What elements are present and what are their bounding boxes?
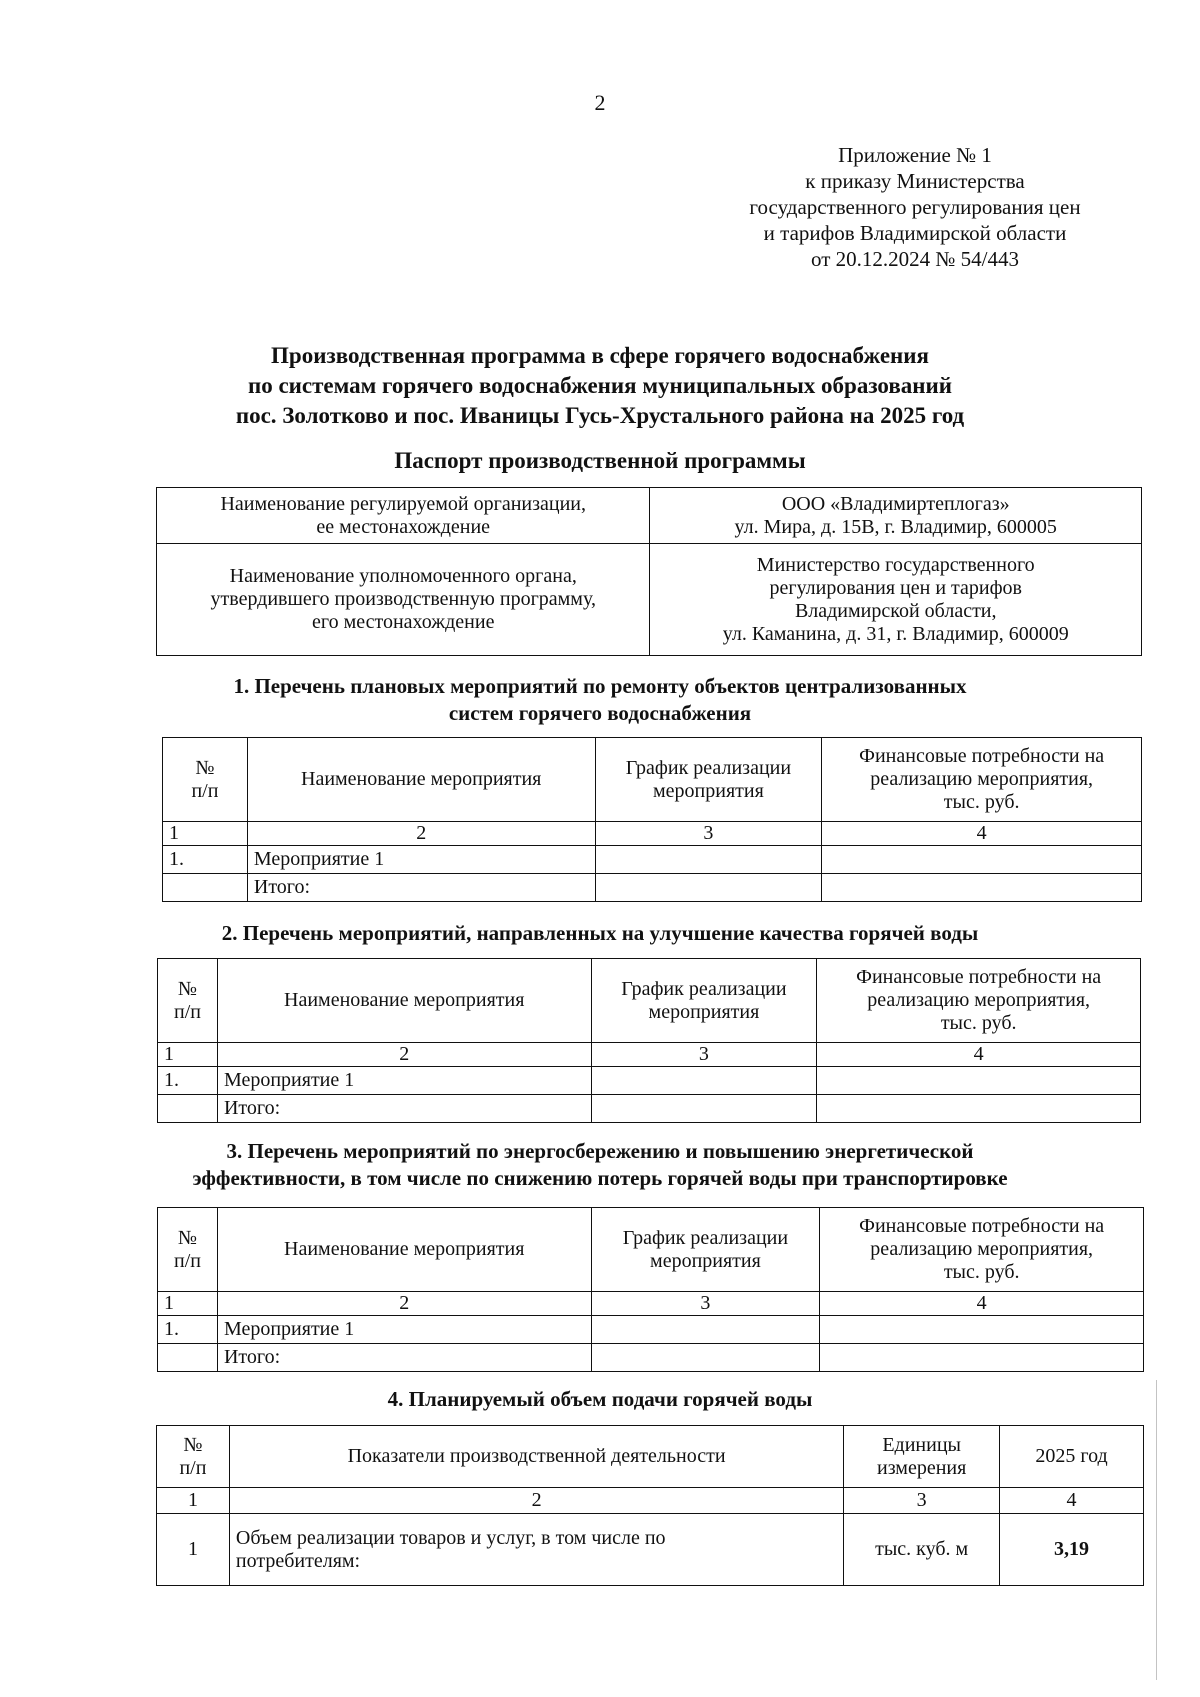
row-schedule xyxy=(591,1067,817,1095)
cell-text: № xyxy=(177,977,198,1000)
col-header-no xyxy=(163,738,248,822)
row-schedule xyxy=(591,1095,817,1123)
col-header-name: Наименование мероприятия xyxy=(247,738,595,822)
section-3-table xyxy=(157,1207,1144,1372)
index-cell: 4 xyxy=(817,1043,1141,1067)
section-4-table xyxy=(156,1425,1144,1586)
cell-text: мероприятия xyxy=(648,1000,760,1023)
row-finance xyxy=(820,1344,1144,1372)
cell-text: тыс. руб. xyxy=(943,791,1020,813)
col-header-schedule xyxy=(591,959,817,1043)
row-name: Мероприятие 1 xyxy=(217,1316,591,1344)
cell-text: № xyxy=(183,1433,203,1456)
cell-text: реализацию мероприятия, xyxy=(870,1238,1094,1260)
cell-text: мероприятия xyxy=(650,1249,761,1272)
row-unit: тыс. куб. м xyxy=(844,1514,1000,1586)
cell-text: № xyxy=(195,756,215,779)
cell-text: Министерство государственного xyxy=(756,553,1035,576)
table-total-row xyxy=(158,1095,1141,1123)
index-cell: 2 xyxy=(247,822,595,846)
index-cell: 2 xyxy=(217,1043,591,1067)
cell-text: потребителям: xyxy=(235,1549,361,1572)
title-line: по системам горячего водоснабжения муниципальных образований xyxy=(247,373,953,398)
table-total-row xyxy=(158,1344,1144,1372)
index-cell: 1 xyxy=(163,822,248,846)
col-header-schedule xyxy=(591,1208,820,1292)
passport-value xyxy=(650,544,1142,656)
row-name: Мероприятие 1 xyxy=(247,846,595,874)
row-number: 1 xyxy=(157,1514,230,1586)
row-name xyxy=(229,1514,843,1586)
table-header-row xyxy=(163,738,1142,822)
index-cell: 1 xyxy=(158,1292,218,1316)
cell-text: Единицы xyxy=(882,1433,961,1456)
section-2-heading xyxy=(0,920,1200,947)
table-total-row xyxy=(163,874,1142,902)
table-index-row xyxy=(163,822,1142,846)
appendix-line: Приложение № 1 xyxy=(838,143,992,167)
index-cell: 1 xyxy=(158,1043,218,1067)
row-finance xyxy=(817,1095,1141,1123)
cell-text: тыс. руб. xyxy=(943,1261,1020,1283)
row-name: Мероприятие 1 xyxy=(217,1067,591,1095)
cell-text: его местонахождение xyxy=(312,611,495,633)
table-row xyxy=(157,544,1142,656)
row-number xyxy=(158,1095,218,1123)
cell-text: тыс. руб. xyxy=(940,1012,1017,1034)
cell-text: ул. Мира, д. 15В, г. Владимир, 600005 xyxy=(734,515,1057,538)
col-header-unit xyxy=(844,1426,1000,1488)
index-cell: 1 xyxy=(157,1488,230,1514)
cell-text: утвердившего производственную программу, xyxy=(210,588,596,610)
table-index-row xyxy=(157,1488,1144,1514)
table-header-row xyxy=(158,959,1141,1043)
index-cell: 3 xyxy=(844,1488,1000,1514)
section-1-heading xyxy=(0,673,1200,727)
table-row xyxy=(157,488,1142,544)
col-header-indicator: Показатели производственной деятельности xyxy=(229,1426,843,1488)
cell-text: Объем реализации товаров и услуг, в том числе по xyxy=(235,1526,666,1549)
heading-line: 3. Перечень мероприятий по энергосбережению и повышению энергетической xyxy=(226,1139,974,1163)
row-schedule xyxy=(591,1316,820,1344)
index-cell: 3 xyxy=(591,1292,820,1316)
page-number: 2 xyxy=(594,90,606,115)
row-number: 1. xyxy=(163,846,248,874)
index-cell: 3 xyxy=(591,1043,817,1067)
row-number: 1. xyxy=(158,1067,218,1095)
appendix-line: от 20.12.2024 № 54/443 xyxy=(810,247,1020,271)
cell-text: Владимирской области, xyxy=(794,599,997,622)
row-number xyxy=(158,1344,218,1372)
index-cell: 4 xyxy=(822,822,1142,846)
col-header-no xyxy=(158,1208,218,1292)
appendix-line: и тарифов Владимирской области xyxy=(763,221,1067,245)
total-label: Итого: xyxy=(247,874,595,902)
col-header-name: Наименование мероприятия xyxy=(217,1208,591,1292)
col-header-no xyxy=(157,1426,230,1488)
row-finance xyxy=(822,846,1142,874)
table-row xyxy=(158,1067,1141,1095)
cell-text: График реализации xyxy=(625,756,792,779)
col-header-finance xyxy=(817,959,1141,1043)
table-index-row xyxy=(158,1043,1141,1067)
passport-table xyxy=(156,487,1142,656)
heading-line: эффективности, в том числе по снижению потерь горячей воды при транспортировке xyxy=(192,1166,1008,1190)
appendix-block xyxy=(700,142,1130,272)
cell-text: График реализации xyxy=(622,1226,789,1249)
cell-text: ул. Каманина, д. 31, г. Владимир, 600009 xyxy=(722,622,1069,645)
index-cell: 2 xyxy=(217,1292,591,1316)
cell-text: Наименование регулируемой организации, xyxy=(220,492,587,515)
total-label: Итого: xyxy=(217,1344,591,1372)
appendix-line: государственного регулирования цен xyxy=(749,195,1081,219)
col-header-finance xyxy=(820,1208,1144,1292)
heading-line: систем горячего водоснабжения xyxy=(448,701,752,725)
section-1-table xyxy=(162,737,1142,902)
index-cell: 4 xyxy=(1000,1488,1144,1514)
table-header-row xyxy=(157,1426,1144,1488)
heading-line: 1. Перечень плановых мероприятий по ремонту объектов централизованных xyxy=(233,674,967,698)
table-row xyxy=(163,846,1142,874)
cell-text: реализацию мероприятия, xyxy=(867,989,1091,1011)
title-line: Производственная программа в сфере горячего водоснабжения xyxy=(271,343,929,368)
cell-text: измерения xyxy=(876,1456,967,1479)
cell-text: Финансовые потребности на xyxy=(859,1215,1105,1237)
col-header-finance xyxy=(822,738,1142,822)
col-header-year: 2025 год xyxy=(1000,1426,1144,1488)
cell-text: п/п xyxy=(191,779,219,802)
cell-text: п/п xyxy=(173,1249,201,1272)
passport-label xyxy=(157,544,650,656)
total-label: Итого: xyxy=(217,1095,591,1123)
row-finance xyxy=(817,1067,1141,1095)
table-row xyxy=(158,1316,1144,1344)
index-cell: 2 xyxy=(229,1488,843,1514)
section-3-heading xyxy=(0,1138,1200,1192)
passport-value xyxy=(650,488,1142,544)
cell-text: № xyxy=(177,1226,198,1249)
cell-text: регулирования цен и тарифов xyxy=(769,576,1022,599)
passport-heading: Паспорт производственной программы xyxy=(394,448,806,473)
section-4-heading xyxy=(0,1386,1200,1413)
col-header-schedule xyxy=(595,738,822,822)
section-2-table xyxy=(157,958,1141,1123)
cell-text: Наименование уполномоченного органа, xyxy=(229,565,577,587)
row-number xyxy=(163,874,248,902)
heading-line: 2. Перечень мероприятий, направленных на улучшение качества горячей воды xyxy=(221,921,979,945)
table-row xyxy=(157,1514,1144,1586)
row-value: 3,19 xyxy=(1000,1514,1144,1586)
index-cell: 3 xyxy=(595,822,822,846)
cell-text: п/п xyxy=(179,1456,207,1479)
row-schedule xyxy=(595,874,822,902)
table-index-row xyxy=(158,1292,1144,1316)
appendix-line: к приказу Министерства xyxy=(805,169,1025,193)
cell-text: п/п xyxy=(173,1000,201,1023)
document-title xyxy=(0,341,1200,431)
passport-label xyxy=(157,488,650,544)
cell-text: ООО «Владимиртеплогаз» xyxy=(781,492,1010,515)
col-header-no xyxy=(158,959,218,1043)
cell-text: Финансовые потребности на xyxy=(856,966,1102,988)
cell-text: ее местонахождение xyxy=(316,515,491,538)
row-schedule xyxy=(591,1344,820,1372)
title-line: пос. Золотково и пос. Иваницы Гусь-Хрустального района на 2025 год xyxy=(235,403,965,428)
row-finance xyxy=(820,1316,1144,1344)
index-cell: 4 xyxy=(820,1292,1144,1316)
row-schedule xyxy=(595,846,822,874)
scan-artifact-line xyxy=(1156,1380,1157,1680)
heading-line: 4. Планируемый объем подачи горячей воды xyxy=(387,1387,813,1411)
table-header-row xyxy=(158,1208,1144,1292)
cell-text: График реализации xyxy=(621,977,787,1000)
col-header-name: Наименование мероприятия xyxy=(217,959,591,1043)
cell-text: Финансовые потребности на xyxy=(859,745,1105,767)
cell-text: мероприятия xyxy=(653,779,764,802)
row-number: 1. xyxy=(158,1316,218,1344)
cell-text: реализацию мероприятия, xyxy=(870,768,1094,790)
row-finance xyxy=(822,874,1142,902)
